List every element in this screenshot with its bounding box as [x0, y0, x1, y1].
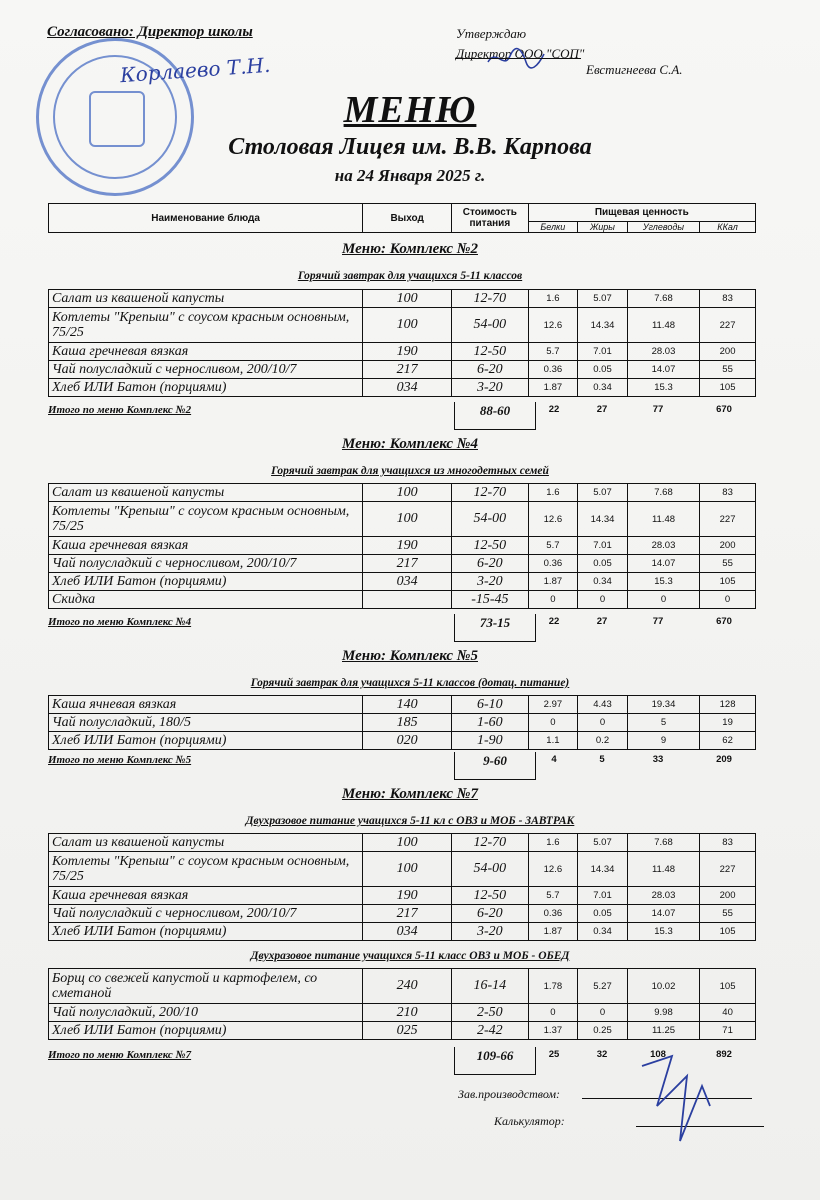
total-fats: 32 [596, 1049, 608, 1060]
table-header [48, 203, 756, 233]
menu-total [48, 614, 756, 636]
dish-price: 1-60 [452, 714, 528, 732]
dish-proteins: 1.87 [528, 573, 578, 591]
total-fats: 5 [599, 754, 605, 765]
principal-signature: Корлаево Т.Н. [119, 52, 272, 88]
approve-position: Директор ООО "СОП" [456, 46, 585, 61]
total-fats: 27 [596, 404, 608, 415]
dish-kcal: 40 [700, 1004, 756, 1022]
table-row [49, 1022, 756, 1040]
menu-title: Меню: Комплекс №7 [342, 786, 478, 802]
dish-kcal: 200 [700, 887, 756, 905]
dish-output: 100 [363, 290, 452, 308]
dish-proteins: 2.97 [528, 696, 578, 714]
dish-proteins: 1.1 [528, 732, 578, 750]
total-price: 73-15 [454, 614, 536, 642]
dish-proteins: 12.6 [528, 852, 578, 887]
dish-output: 020 [363, 732, 452, 750]
dish-output: 190 [363, 887, 452, 905]
dish-output: 140 [363, 696, 452, 714]
total-kcal: 670 [716, 616, 732, 627]
group-title: Горячий завтрак для учащихся из многодетных семей [271, 465, 549, 477]
dish-carbs: 7.68 [627, 290, 699, 308]
canteen-name: Столовая Лицея им. В.В. Карпова [228, 134, 592, 160]
header-fats: Жиры [578, 222, 628, 233]
dish-proteins: 1.87 [528, 923, 578, 941]
header-name: Наименование блюда [49, 204, 363, 233]
dish-fats: 0.34 [578, 379, 628, 397]
dish-carbs: 11.48 [627, 308, 699, 343]
header-nutrition: Пищевая ценность [528, 204, 755, 222]
dish-price: 6-10 [452, 696, 528, 714]
dish-carbs: 11.25 [627, 1022, 699, 1040]
dish-fats: 7.01 [578, 887, 628, 905]
dish-name: Чай полусладкий с черносливом, 200/10/7 [49, 555, 363, 573]
dish-carbs: 14.07 [627, 555, 699, 573]
dish-name: Котлеты "Крепыш" с соусом красным основным, 75/25 [49, 852, 363, 887]
total-proteins: 22 [548, 404, 560, 415]
dish-price: 16-14 [452, 969, 528, 1004]
calculator-label: Калькулятор: [494, 1114, 565, 1128]
dish-price: 54-00 [452, 852, 528, 887]
dish-fats: 5.27 [578, 969, 628, 1004]
total-label: Итого по меню Комплекс №7 [48, 1049, 192, 1061]
dish-output: 190 [363, 537, 452, 555]
dish-price: 12-50 [452, 343, 528, 361]
dish-output: 100 [363, 852, 452, 887]
dish-name: Хлеб ИЛИ Батон (порциями) [49, 1022, 363, 1040]
dish-fats: 0 [578, 714, 628, 732]
dish-proteins: 5.7 [528, 537, 578, 555]
dish-name: Каша ячневая вязкая [49, 696, 363, 714]
chef-signature [632, 1046, 722, 1156]
dish-proteins: 5.7 [528, 343, 578, 361]
dish-carbs: 14.07 [627, 361, 699, 379]
table-row [49, 343, 756, 361]
dish-fats: 0.25 [578, 1022, 628, 1040]
dish-output: 185 [363, 714, 452, 732]
total-fats: 27 [596, 616, 608, 627]
total-proteins: 22 [548, 616, 560, 627]
table-row [49, 887, 756, 905]
menu-title: Меню: Комплекс №4 [342, 436, 478, 452]
agreed-label: Согласовано: Директор школы [47, 24, 253, 40]
dish-price: 1-90 [452, 732, 528, 750]
dish-proteins: 1.6 [528, 484, 578, 502]
total-label: Итого по меню Комплекс №4 [48, 616, 192, 628]
dish-output: 217 [363, 555, 452, 573]
dish-kcal: 105 [700, 573, 756, 591]
dish-carbs: 11.48 [627, 502, 699, 537]
dish-carbs: 28.03 [627, 343, 699, 361]
table-row [49, 484, 756, 502]
dish-kcal: 55 [700, 905, 756, 923]
dish-carbs: 14.07 [627, 905, 699, 923]
dish-proteins: 1.6 [528, 834, 578, 852]
dish-output: 190 [363, 343, 452, 361]
dish-kcal: 227 [700, 852, 756, 887]
dish-kcal: 55 [700, 555, 756, 573]
dish-price: 12-70 [452, 484, 528, 502]
director-signature [486, 44, 546, 74]
header-output: Выход [363, 204, 452, 233]
dish-price: 12-70 [452, 290, 528, 308]
menu-table [48, 695, 756, 750]
dish-name: Скидка [49, 591, 363, 609]
dish-name: Котлеты "Крепыш" с соусом красным основным, 75/25 [49, 308, 363, 343]
dish-fats: 0.05 [578, 361, 628, 379]
dish-fats: 5.07 [578, 484, 628, 502]
table-row [49, 591, 756, 609]
table-row [49, 905, 756, 923]
total-proteins: 4 [551, 754, 557, 765]
dish-proteins: 12.6 [528, 502, 578, 537]
dish-price: 6-20 [452, 555, 528, 573]
dish-fats: 0 [578, 591, 628, 609]
dish-price: 3-20 [452, 379, 528, 397]
dish-carbs: 0 [627, 591, 699, 609]
dish-name: Хлеб ИЛИ Батон (порциями) [49, 923, 363, 941]
dish-kcal: 71 [700, 1022, 756, 1040]
dish-price: 3-20 [452, 573, 528, 591]
total-carbs: 77 [652, 616, 664, 627]
total-price: 88-60 [454, 402, 536, 430]
dish-carbs: 9.98 [627, 1004, 699, 1022]
table-row [49, 923, 756, 941]
total-label: Итого по меню Комплекс №2 [48, 404, 192, 416]
dish-output: 100 [363, 484, 452, 502]
dish-name: Чай полусладкий, 180/5 [49, 714, 363, 732]
table-row [49, 714, 756, 732]
dish-output: 034 [363, 379, 452, 397]
dish-fats: 0.34 [578, 573, 628, 591]
group-title: Двухразовое питание учащихся 5-11 класс ОВЗ и МОБ - ОБЕД [250, 950, 570, 962]
dish-carbs: 9 [627, 732, 699, 750]
dish-proteins: 1.37 [528, 1022, 578, 1040]
table-row [49, 834, 756, 852]
table-row [49, 1004, 756, 1022]
dish-fats: 5.07 [578, 290, 628, 308]
dish-price: 12-70 [452, 834, 528, 852]
dish-price: 54-00 [452, 502, 528, 537]
menu-title: Меню: Комплекс №5 [342, 648, 478, 664]
menu-date: на 24 Января 2025 г. [334, 166, 486, 185]
dish-fats: 0.34 [578, 923, 628, 941]
dish-kcal: 0 [700, 591, 756, 609]
dish-output: 100 [363, 308, 452, 343]
total-kcal: 892 [716, 1049, 732, 1060]
dish-kcal: 105 [700, 379, 756, 397]
table-row [49, 555, 756, 573]
total-carbs: 33 [652, 754, 664, 765]
dish-kcal: 62 [700, 732, 756, 750]
approve-label: Утверждаю [456, 26, 527, 41]
table-row [49, 290, 756, 308]
menu-title: Меню: Комплекс №2 [342, 241, 478, 257]
dish-proteins: 0.36 [528, 555, 578, 573]
dish-name: Чай полусладкий с черносливом, 200/10/7 [49, 361, 363, 379]
dish-proteins: 0.36 [528, 361, 578, 379]
dish-carbs: 28.03 [627, 887, 699, 905]
dish-proteins: 12.6 [528, 308, 578, 343]
dish-name: Салат из квашеной капусты [49, 834, 363, 852]
menu-table [48, 483, 756, 609]
dish-proteins: 5.7 [528, 887, 578, 905]
approve-signature-line [455, 58, 581, 59]
menu-total [48, 752, 756, 774]
dish-price: 54-00 [452, 308, 528, 343]
dish-name: Хлеб ИЛИ Батон (порциями) [49, 379, 363, 397]
dish-proteins: 1.78 [528, 969, 578, 1004]
dish-kcal: 105 [700, 969, 756, 1004]
dish-price: 2-42 [452, 1022, 528, 1040]
dish-name: Каша гречневая вязкая [49, 887, 363, 905]
dish-name: Чай полусладкий, 200/10 [49, 1004, 363, 1022]
dish-kcal: 200 [700, 343, 756, 361]
group-title: Двухразовое питание учащихся 5-11 кл с ОВЗ и МОБ - ЗАВТРАК [245, 815, 575, 827]
dish-output: 100 [363, 834, 452, 852]
dish-kcal: 55 [700, 361, 756, 379]
dish-price: 6-20 [452, 361, 528, 379]
menu-table [48, 833, 756, 941]
dish-kcal: 83 [700, 290, 756, 308]
dish-fats: 0 [578, 1004, 628, 1022]
table-row [49, 308, 756, 343]
dish-fats: 7.01 [578, 343, 628, 361]
total-proteins: 25 [548, 1049, 560, 1060]
dish-name: Каша гречневая вязкая [49, 537, 363, 555]
total-carbs: 77 [652, 404, 664, 415]
dish-carbs: 15.3 [627, 923, 699, 941]
approve-name: Евстигнеева С.А. [586, 62, 683, 77]
table-row [49, 502, 756, 537]
total-label: Итого по меню Комплекс №5 [48, 754, 192, 766]
table-row [49, 852, 756, 887]
dish-price: 12-50 [452, 887, 528, 905]
dish-output: 100 [363, 502, 452, 537]
dish-carbs: 10.02 [627, 969, 699, 1004]
dish-proteins: 1.6 [528, 290, 578, 308]
production-label: Зав.производством: [458, 1087, 561, 1101]
dish-kcal: 227 [700, 502, 756, 537]
dish-price: 6-20 [452, 905, 528, 923]
total-kcal: 670 [716, 404, 732, 415]
dish-name: Салат из квашеной капусты [49, 484, 363, 502]
dish-fats: 14.34 [578, 852, 628, 887]
page-title: МЕНЮ [343, 89, 477, 131]
dish-price: 2-50 [452, 1004, 528, 1022]
table-row [49, 573, 756, 591]
dish-output: 034 [363, 923, 452, 941]
table-row [49, 732, 756, 750]
dish-name: Салат из квашеной капусты [49, 290, 363, 308]
dish-carbs: 7.68 [627, 484, 699, 502]
dish-fats: 4.43 [578, 696, 628, 714]
dish-fats: 0.2 [578, 732, 628, 750]
dish-output: 240 [363, 969, 452, 1004]
total-price: 109-66 [454, 1047, 536, 1075]
dish-fats: 0.05 [578, 905, 628, 923]
dish-output: 217 [363, 905, 452, 923]
menu-total [48, 402, 756, 424]
dish-output: 210 [363, 1004, 452, 1022]
dish-output [363, 591, 452, 609]
header-proteins: Белки [528, 222, 578, 233]
dish-proteins: 0.36 [528, 905, 578, 923]
header-kcal: ККал [700, 222, 756, 233]
dish-carbs: 5 [627, 714, 699, 732]
dish-name: Хлеб ИЛИ Батон (порциями) [49, 573, 363, 591]
dish-name: Чай полусладкий с черносливом, 200/10/7 [49, 905, 363, 923]
dish-fats: 14.34 [578, 502, 628, 537]
dish-name: Борщ со свежей капустой и картофелем, со сметаной [49, 969, 363, 1004]
header-price: Стоимость питания [452, 204, 528, 233]
dish-kcal: 128 [700, 696, 756, 714]
dish-carbs: 19.34 [627, 696, 699, 714]
table-row [49, 379, 756, 397]
dish-proteins: 0 [528, 1004, 578, 1022]
dish-carbs: 7.68 [627, 834, 699, 852]
dish-kcal: 19 [700, 714, 756, 732]
dish-output: 217 [363, 361, 452, 379]
menu-table [48, 968, 756, 1040]
dish-price: -15-45 [452, 591, 528, 609]
dish-fats: 5.07 [578, 834, 628, 852]
table-row [49, 361, 756, 379]
table-row [49, 696, 756, 714]
dish-output: 025 [363, 1022, 452, 1040]
dish-kcal: 200 [700, 537, 756, 555]
dish-carbs: 15.3 [627, 379, 699, 397]
dish-fats: 14.34 [578, 308, 628, 343]
total-carbs: 108 [650, 1049, 666, 1060]
dish-fats: 0.05 [578, 555, 628, 573]
dish-kcal: 83 [700, 834, 756, 852]
menu-table [48, 289, 756, 397]
table-row [49, 969, 756, 1004]
dish-price: 12-50 [452, 537, 528, 555]
group-title: Горячий завтрак для учащихся 5-11 классов [297, 270, 523, 282]
dish-fats: 7.01 [578, 537, 628, 555]
total-price: 9-60 [454, 752, 536, 780]
dish-price: 3-20 [452, 923, 528, 941]
dish-proteins: 0 [528, 591, 578, 609]
dish-kcal: 105 [700, 923, 756, 941]
dish-proteins: 0 [528, 714, 578, 732]
table-row [49, 537, 756, 555]
dish-name: Каша гречневая вязкая [49, 343, 363, 361]
dish-carbs: 28.03 [627, 537, 699, 555]
dish-kcal: 227 [700, 308, 756, 343]
header-carbs: Углеводы [627, 222, 699, 233]
group-title: Горячий завтрак для учащихся 5-11 классов (дотац. питание) [250, 677, 570, 689]
dish-kcal: 83 [700, 484, 756, 502]
dish-output: 034 [363, 573, 452, 591]
dish-proteins: 1.87 [528, 379, 578, 397]
dish-carbs: 11.48 [627, 852, 699, 887]
dish-name: Котлеты "Крепыш" с соусом красным основным, 75/25 [49, 502, 363, 537]
dish-name: Хлеб ИЛИ Батон (порциями) [49, 732, 363, 750]
dish-carbs: 15.3 [627, 573, 699, 591]
total-kcal: 209 [716, 754, 732, 765]
